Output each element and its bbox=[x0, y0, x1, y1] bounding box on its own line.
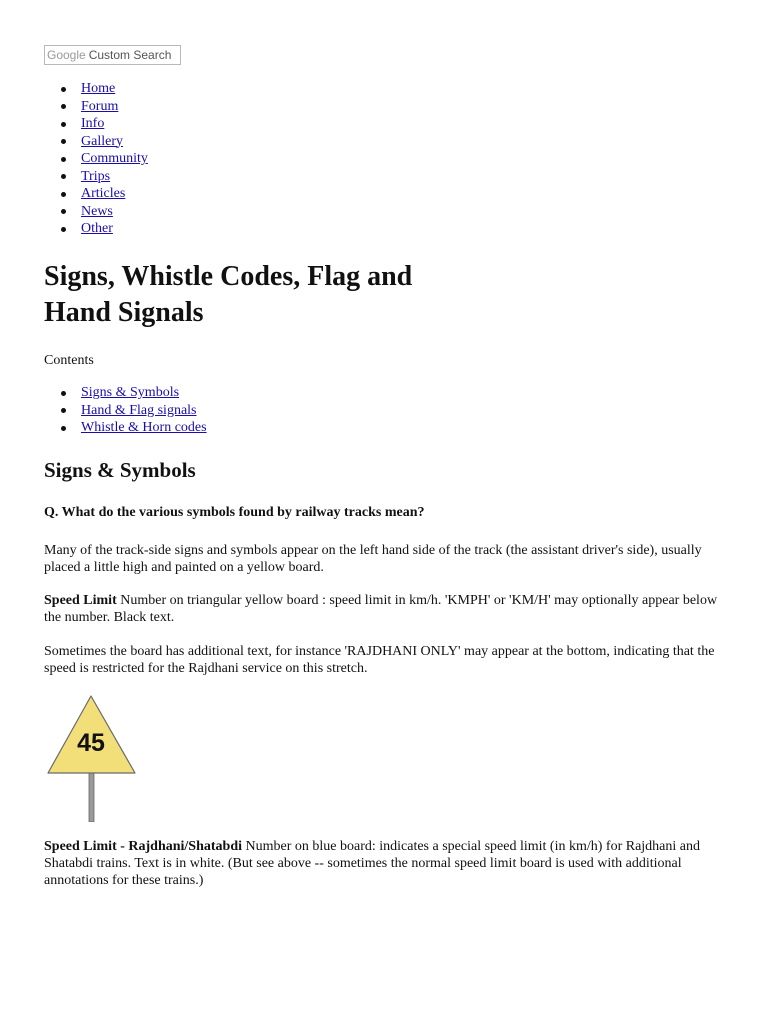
toc-link-signs-symbols[interactable]: Signs & Symbols bbox=[81, 385, 180, 400]
nav-link-forum[interactable]: Forum bbox=[81, 98, 119, 114]
toc-link-whistle-horn-codes[interactable]: Whistle & Horn codes bbox=[81, 420, 207, 435]
toc-link-hand-flag-signals[interactable]: Hand & Flag signals bbox=[81, 402, 197, 418]
rajdhani-only-paragraph: Sometimes the board has additional text, for instance 'RAJDHANI ONLY' may appear at the bottom, indicating that the speed is restricted for the Rajdhani service on this stretch. bbox=[44, 644, 715, 676]
sign-speed-number: 45 bbox=[77, 729, 105, 757]
section-title: Signs & Symbols bbox=[44, 458, 196, 482]
nav-link-articles[interactable]: Articles bbox=[81, 186, 126, 201]
nav-link-other[interactable]: Other bbox=[81, 221, 113, 236]
search-placeholder: Custom Search bbox=[88, 48, 172, 62]
nav-link-trips[interactable]: Trips bbox=[81, 168, 111, 184]
page-title: Signs, Whistle Codes, Flag and Hand Signals bbox=[44, 261, 413, 328]
nav-link-gallery[interactable]: Gallery bbox=[81, 133, 123, 149]
nav-link-community[interactable]: Community bbox=[81, 151, 148, 166]
nav-link-info[interactable]: Info bbox=[81, 116, 105, 131]
speed-limit-sign-image bbox=[46, 694, 138, 822]
sign-post bbox=[89, 770, 94, 822]
nav-link-news[interactable]: News bbox=[81, 203, 113, 219]
nav-link-home[interactable]: Home bbox=[81, 81, 116, 96]
rajdhani-speed-paragraph bbox=[44, 838, 734, 889]
speed-limit-description: Number on triangular yellow board : speed limit in km/h. 'KMPH' or 'KM/H' may optionally appear below the number. Black text. bbox=[44, 593, 718, 625]
speed-limit-term: Speed Limit bbox=[44, 593, 117, 608]
google-brand-label: Google bbox=[47, 48, 86, 62]
intro-paragraph: Many of the track-side signs and symbols appear on the left hand side of the track (the assistant driver's side), usually placed a little high and painted on a yellow board. bbox=[44, 543, 702, 575]
rajdhani-term: Speed Limit - Rajdhani/Shatabdi bbox=[44, 839, 242, 854]
rajdhani-description: Number on blue board: indicates a special speed limit (in km/h) for Rajdhani and Shatabdi trains. Text is in white. (But see above -- sometimes the normal speed limit board is used with additional annotations for these trains.) bbox=[44, 839, 700, 888]
speed-limit-paragraph bbox=[44, 592, 734, 626]
contents-label: Contents bbox=[44, 353, 94, 368]
search-input[interactable] bbox=[44, 45, 181, 65]
question-heading: Q. What do the various symbols found by railway tracks mean? bbox=[44, 505, 425, 520]
